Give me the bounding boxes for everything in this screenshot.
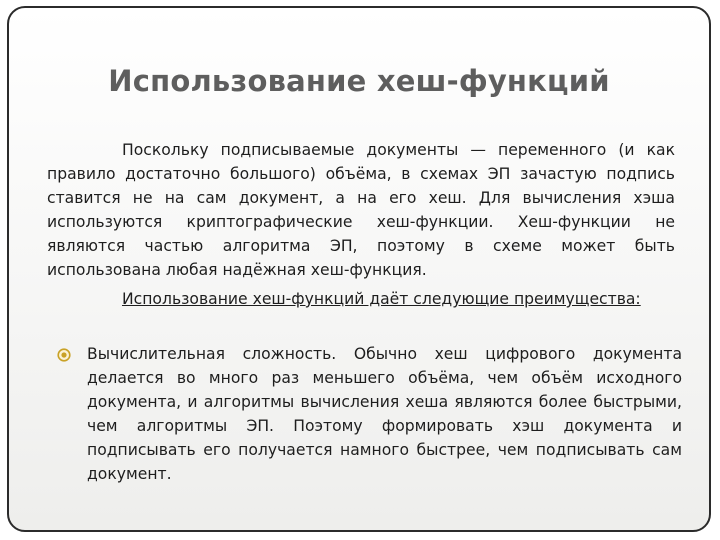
bullet-text: Вычислительная сложность. Обычно хеш цифрового документа делается во много раз меньшего объёма, чем объём исходного документа, и алгоритмы вычисления хеша являются более быстрыми, чем алгоритмы ЭП. Поэтому формировать хэш документа и подписывать его получается намного быстрее, чем подписывать сам документ. [87,345,682,483]
intro-paragraph: Поскольку подписываемые документы — переменного (и как правило достаточно большого) объёма, в схемах ЭП зачастую подпись ставится не на сам документ, а на его хеш. Для вычисления хэша используются криптографические хеш-функции. Хеш-функции не являются частью алгоритма ЭП, поэтому в схеме может быть использована любая надёжная хеш-функция. [47,141,675,279]
circle-bullet-icon [57,348,71,362]
slide-title: Использование хеш-функций [108,64,610,98]
slide-frame [7,6,711,532]
advantages-heading: Использование хеш-функций даёт следующие преимущества: [122,290,641,308]
